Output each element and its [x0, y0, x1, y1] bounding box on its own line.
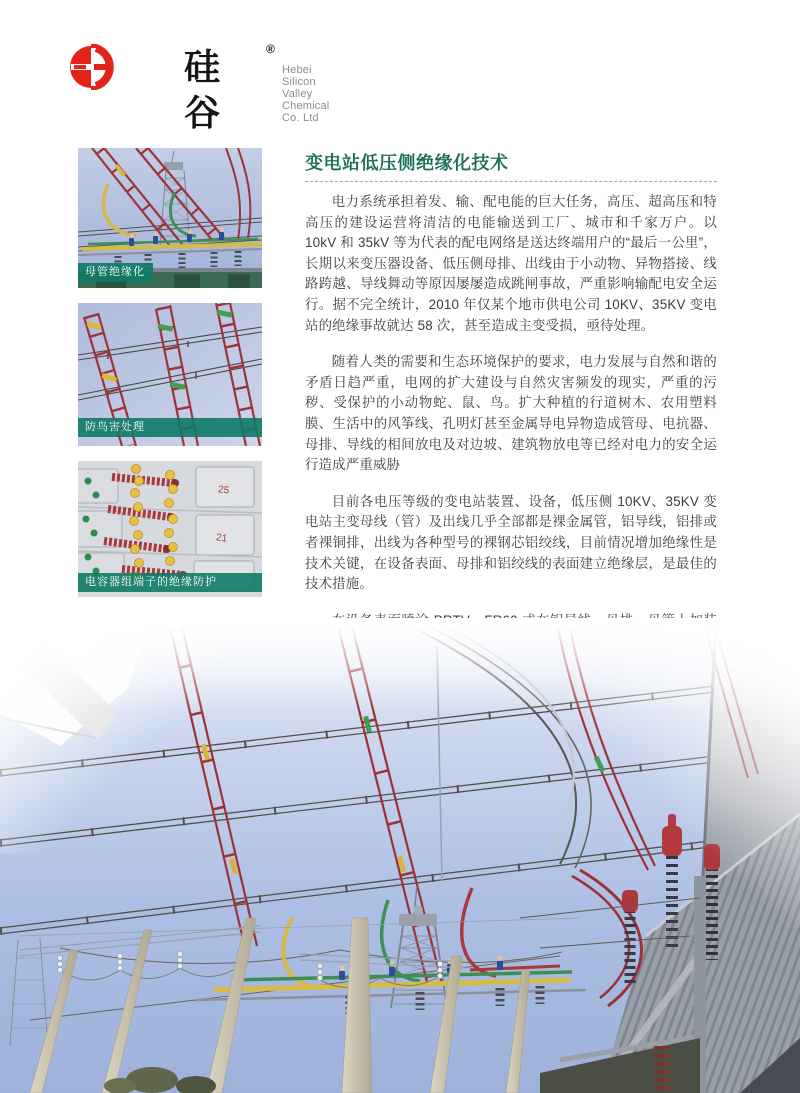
paragraph-3: 目前各电压等级的变电站装置、设备，低压侧 10KV、35KV 变电站主变母线（管）及出线几乎全部都是裸金属管，铝导线，铝排或者裸铜排，出线为各种型号的裸钢芯铝绞线，目前情况增加绝缘性是技术关键，在设备表面、母排和铝绞线的表面建立绝缘层，是最佳的技术措施。 — [305, 493, 717, 592]
paragraph-2: 随着人类的需要和生态环境保护的要求，电力发展与自然和谐的矛盾日趋严重，电网的扩大建设与自然灾害频发的现实，严重的污秽、受保护的小动物蛇、鼠、鸟。扩大种植的行道树木、农用塑料膜、生活中的风筝线、孔明灯甚至金属导电异物造成管母、电抗器、母排、导线的相间放电及对边坡、建筑物放电等已经对电力的安全运行造成严重威胁 — [305, 354, 717, 473]
figure-capacitor-terminals — [78, 461, 262, 597]
figure-caption: 电容器组端子的绝缘防护 — [78, 573, 262, 592]
paragraph-1: 电力系统承担着发、输、配电能的巨大任务，高压、超高压和特高压的建设运营将清洁的电能输送到工厂、城市和千家万户。以 10kV 和 35kV 等为代表的配电网络是送达终端用户的“最后一公里”，长期以来变压器设备、低压侧母排、出线由于小动物、异物搭接、线路跨越、导线舞动等原因屡屡造成跳闸事故，严重影响输配电安全运行。据不完全统计，2010 年仅某个地市供电公司 10KV、35KV 变电站的绝缘事故就达 58 次，甚至造成主变受损，亟待处理。 — [305, 194, 717, 333]
page-header — [0, 0, 800, 133]
figure-bus-tube-insulation — [78, 148, 262, 288]
figure-caption: 母管绝缘化 — [78, 263, 153, 282]
article-title: 变电站低压侧绝缘化技术 — [305, 153, 509, 173]
logo-cn-name: 硅谷 — [184, 46, 224, 133]
rack-number: 21 — [215, 532, 228, 545]
hero-substation-photo — [0, 618, 800, 1093]
registered-mark: ® — [266, 42, 275, 56]
company-name-en: Hebei Silicon Valley Chemical Co. Ltd — [282, 64, 330, 124]
title-divider — [305, 181, 717, 182]
figure-caption: 防鸟害处理 — [78, 418, 262, 437]
rack-number: 25 — [217, 484, 230, 497]
figure-anti-bird-treatment — [78, 303, 262, 446]
substation-scene — [0, 618, 800, 1093]
logo-mark-icon — [70, 44, 116, 90]
